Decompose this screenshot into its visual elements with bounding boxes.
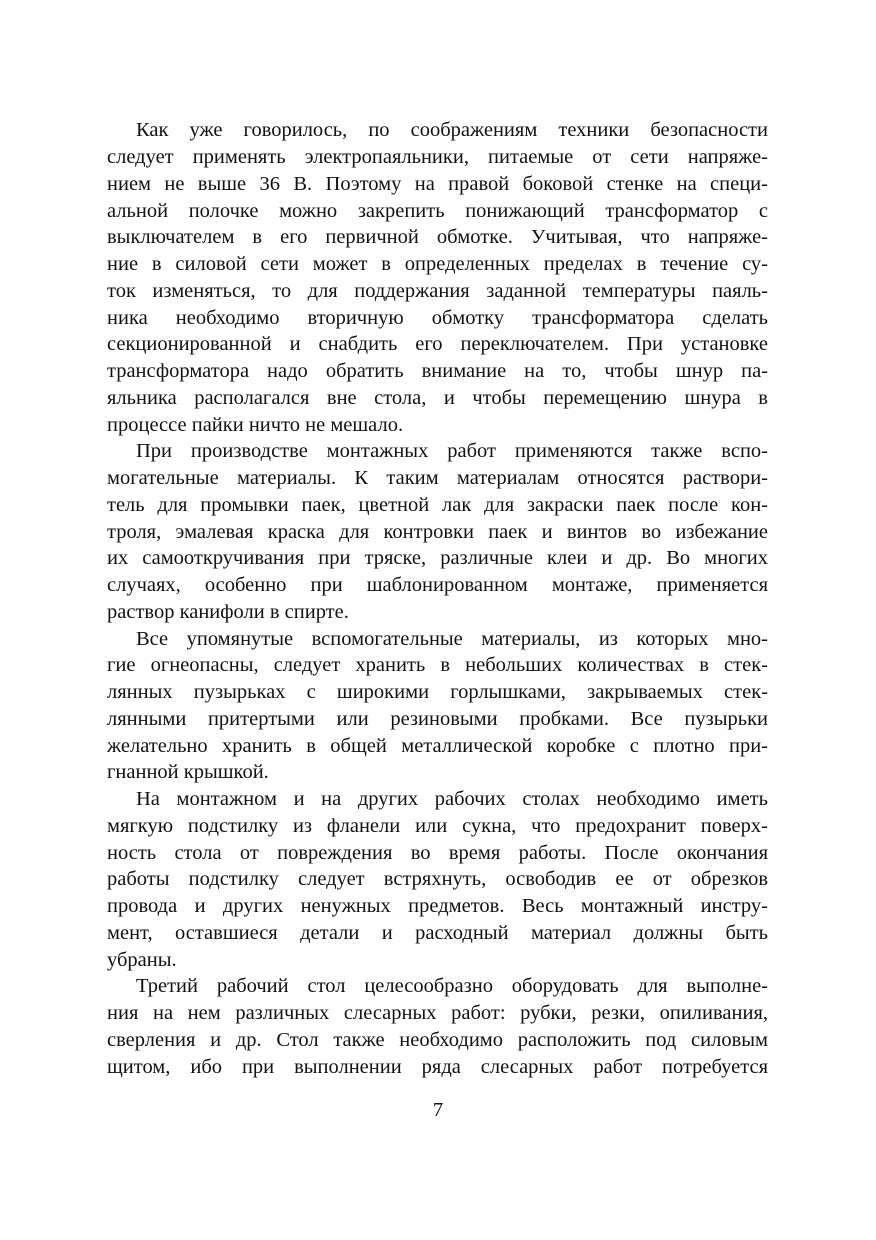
text-line: Все упомянутые вспомогательные материалы, из которых мно- xyxy=(136,628,768,650)
text-line: щитом, ибо при выполнении ряда слесарных работ потребуется xyxy=(107,1056,768,1078)
text-line: секционированной и снабдить его переключателем. При установке xyxy=(107,333,768,355)
text-line: нием не выше 36 В. Поэтому на правой боковой стенке на специ- xyxy=(107,173,768,195)
text-line: Как уже говорилось, по соображениям техники безопасности xyxy=(136,119,768,141)
text-line: выключателем в его первичной обмотке. Учитывая, что напряже- xyxy=(107,226,768,248)
text-line: лянными притертыми или резиновыми пробками. Все пузырьки xyxy=(107,708,768,730)
text-line: их самооткручивания при тряске, различные клеи и др. Во многих xyxy=(107,547,768,569)
text-line: ния на нем различных слесарных работ: рубки, резки, опиливания, xyxy=(107,1002,768,1024)
text-line: лянных пузырьках с широкими горлышками, закрываемых стек- xyxy=(107,681,768,703)
text-line: убраны. xyxy=(107,949,177,971)
text-line: Третий рабочий стол целесообразно оборудовать для выполне- xyxy=(136,975,768,997)
text-line: ность стола от повреждения во время работы. После окончания xyxy=(107,842,768,864)
text-line: гие огнеопасны, следует хранить в небольших количествах в стек- xyxy=(107,654,768,676)
text-line: На монтажном и на других рабочих столах необходимо иметь xyxy=(136,788,768,810)
text-line: мягкую подстилку из фланели или сукна, что предохранит поверх- xyxy=(107,815,768,837)
text-line: процессе пайки ничто не мешало. xyxy=(107,414,404,436)
text-line: сверления и др. Стол также необходимо расположить под силовым xyxy=(107,1029,768,1051)
text-line: случаях, особенно при шаблонированном монтаже, применяется xyxy=(107,574,768,596)
text-line: тель для промывки паек, цветной лак для закраски паек после кон- xyxy=(107,494,768,516)
text-line: троля, эмалевая краска для контровки паек и винтов во избежание xyxy=(107,521,768,543)
text-line: могательные материалы. К таким материалам относятся раствори- xyxy=(107,467,768,489)
text-line: альной полочке можно закрепить понижающий трансформатор с xyxy=(107,200,768,222)
page-number: 7 xyxy=(432,1099,444,1121)
text-line: При производстве монтажных работ применяются также вспо- xyxy=(136,440,768,462)
text-line: провода и других ненужных предметов. Весь монтажный инстру- xyxy=(107,895,768,917)
text-line: раствор канифоли в спирте. xyxy=(107,601,349,623)
text-line: яльника располагался вне стола, и чтобы перемещению шнура в xyxy=(107,387,768,409)
text-line: желательно хранить в общей металлической коробке с плотно при- xyxy=(107,735,768,757)
text-line: ток изменяться, то для поддержания заданной температуры паяль- xyxy=(107,280,768,302)
text-line: работы подстилку следует встряхнуть, освободив ее от обрезков xyxy=(107,868,768,890)
text-line: мент, оставшиеся детали и расходный материал должны быть xyxy=(107,922,768,944)
text-line: ника необходимо вторичную обмотку трансформатора сделать xyxy=(107,307,768,329)
text-line: ние в силовой сети может в определенных пределах в течение су- xyxy=(107,253,768,275)
text-line: трансформатора надо обратить внимание на то, чтобы шнур па- xyxy=(107,360,768,382)
text-line: следует применять электропаяльники, питаемые от сети напряже- xyxy=(107,146,768,168)
text-line: гнанной крышкой. xyxy=(107,761,269,783)
